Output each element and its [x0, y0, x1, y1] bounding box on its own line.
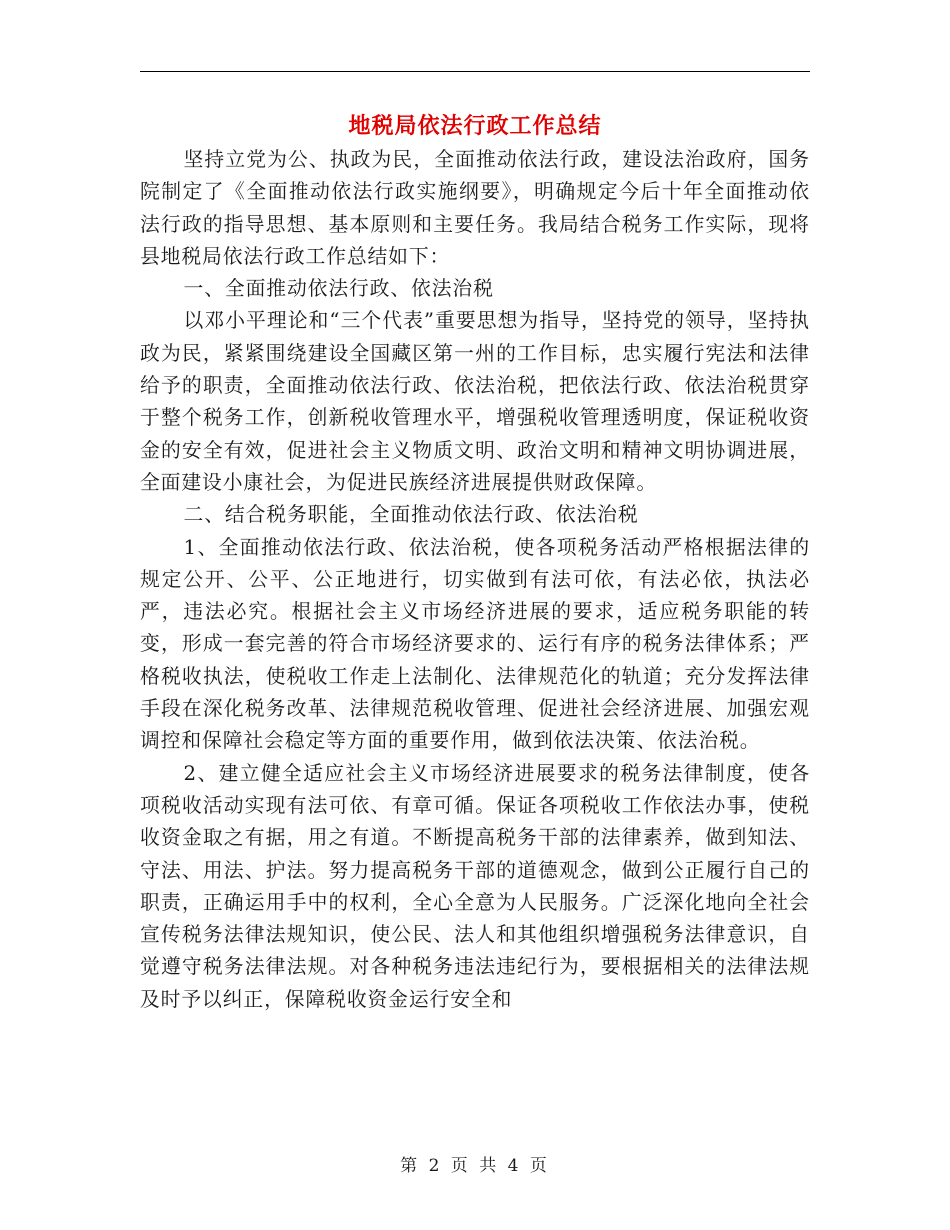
document-body: [140, 144, 810, 1016]
document-title: 地税局依法行政工作总结: [348, 113, 602, 139]
paragraph-intro: 坚持立党为公、执政为民，全面推动依法行政，建设法治政府，国务院制定了《全面推动依法行政实施纲要》，明确规定今后十年全面推动依法行政的指导思想、基本原则和主要任务。我局结合税务工作实际，现将县地税局依法行政工作总结如下：: [140, 148, 810, 268]
header-rule: [140, 71, 810, 72]
paragraph-item-2: 2、建立健全适应社会主义市场经济进展要求的税务法律制度，使各项税收活动实现有法可依、有章可循。保证各项税收工作依法办事，使税收资金取之有据，用之有道。不断提高税务干部的法律素养，做到知法、守法、用法、护法。努力提高税务干部的道德观念，做到公正履行自己的职责，正确运用手中的权利，全心全意为人民服务。广泛深化地向全社会宣传税务法律法规知识，使公民、法人和其他组织增强税务法律意识，自觉遵守税务法律法规。对各种税务违法违纪行为，要根据相关的法律法规及时予以纠正，保障税收资金运行安全和: [140, 761, 810, 1011]
section-heading-1: 一、全面推动依法行政、依法治税: [183, 277, 494, 301]
section-heading-2: 二、结合税务职能，全面推动依法行政、依法治税: [183, 503, 639, 527]
paragraph-item-1: 1、全面推动依法行政、依法治税，使各项税务活动严格根据法律的规定公开、公平、公正地进行，切实做到有法可依，有法必依，执法必严，违法必究。根据社会主义市场经济进展的要求，适应税务职能的转变，形成一套完善的符合市场经济要求的、运行有序的税务法律体系；严格税收执法，使税收工作走上法制化、法律规范化的轨道；充分发挥法律手段在深化税务改革、法律规范税收管理、促进社会经济进展、加强宏观调控和保障社会稳定等方面的重要作用，做到依法决策、依法治税。: [140, 535, 810, 753]
paragraph-guiding-principle: 以邓小平理论和“三个代表”重要思想为指导，坚持党的领导，坚持执政为民，紧紧围绕建设全国藏区第一州的工作目标，忠实履行宪法和法律给予的职责，全面推动依法行政、依法治税，把依法行政、依法治税贯穿于整个税务工作，创新税收管理水平，增强税收管理透明度，保证税收资金的安全有效，促进社会主义物质文明、政治文明和精神文明协调进展，全面建设小康社会，为促进民族经济进展提供财政保障。: [140, 309, 810, 494]
page-number: 第 2 页 共 4 页: [400, 1156, 550, 1176]
